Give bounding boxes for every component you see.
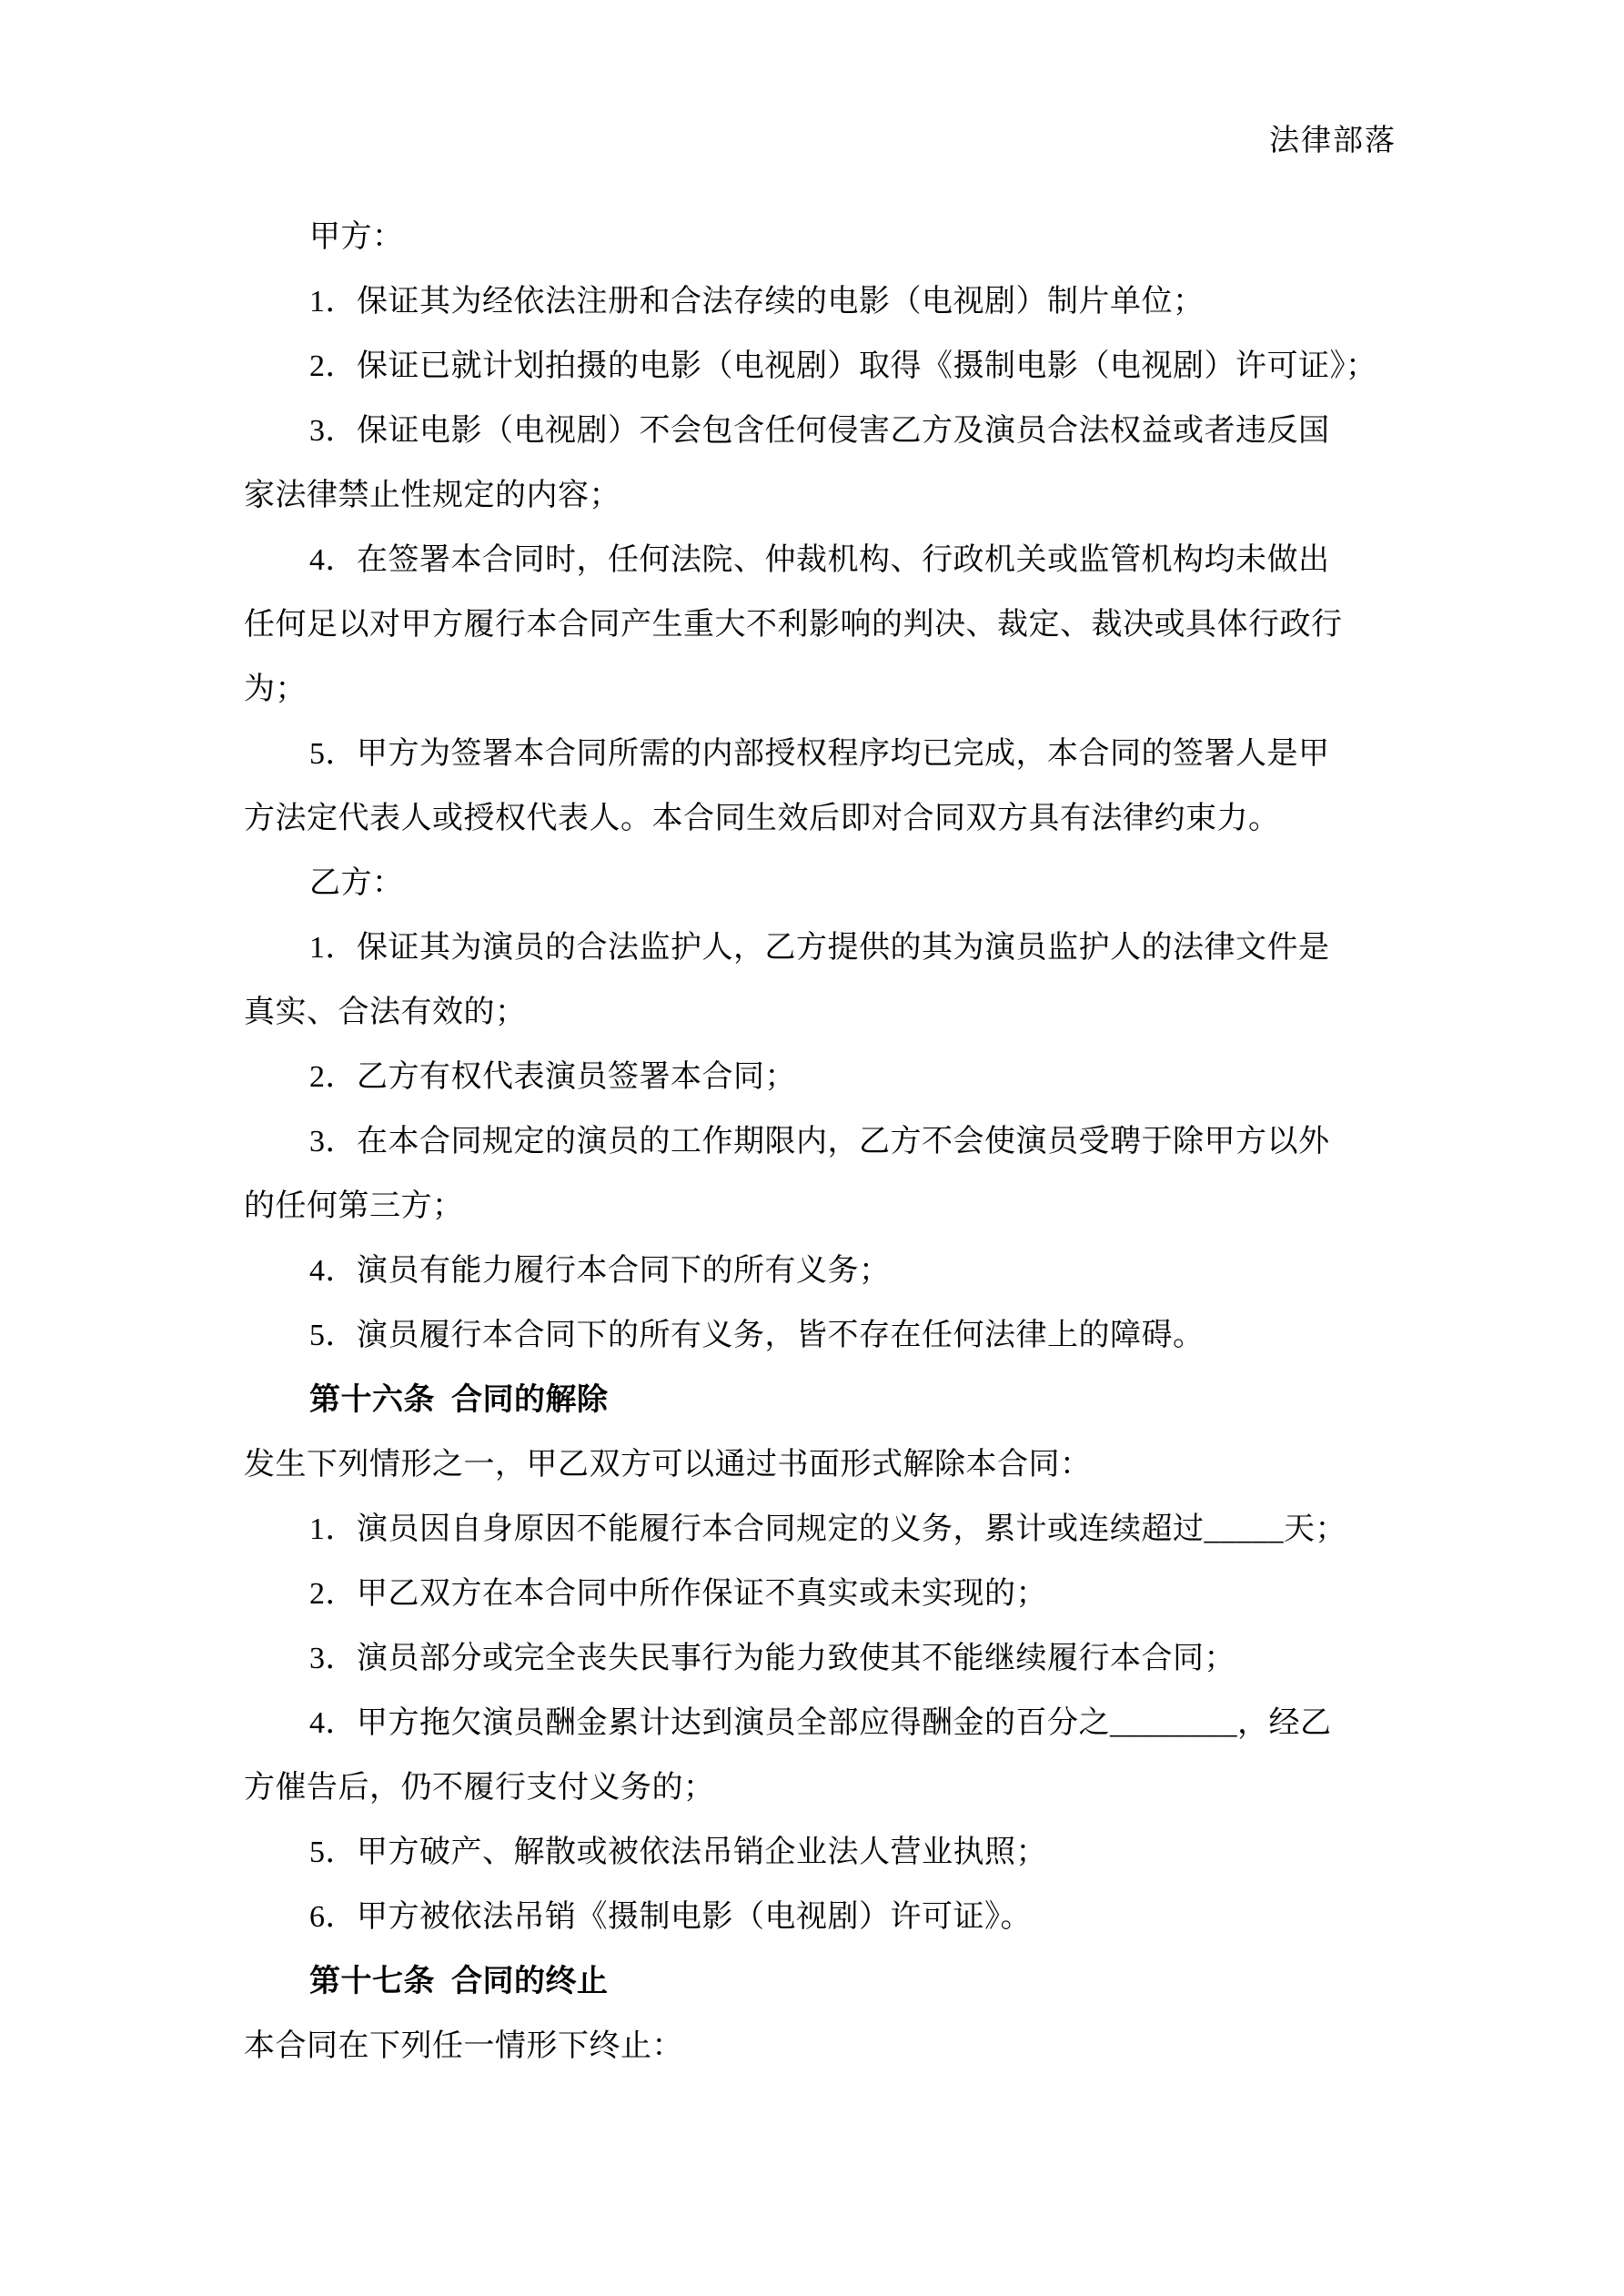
text-line: 1．演员因自身原因不能履行本合同规定的义务，累计或连续超过_____天； <box>309 1512 1347 1546</box>
text-line: 发生下列情形之一，甲乙双方可以通过书面形式解除本合同： <box>244 1448 1092 1482</box>
text-line: 方催告后，仍不履行支付义务的； <box>244 1771 715 1805</box>
text-line: 方法定代表人或授权代表人。本合同生效后即对合同双方具有法律约束力。 <box>244 802 1280 835</box>
text-line: 5．甲方为签署本合同所需的内部授权程序均已完成，本合同的签署人是甲 <box>309 737 1330 771</box>
watermark-brand: 法律部落 <box>1269 123 1397 157</box>
text-line: 5．演员履行本合同下的所有义务，皆不存在任何法律上的障碍。 <box>309 1319 1205 1352</box>
section-heading: 第十六条 合同的解除 <box>309 1383 609 1417</box>
text-line: 5．甲方破产、解散或被依法吊销企业法人营业执照； <box>309 1836 1047 1869</box>
text-line: 真实、合法有效的； <box>244 996 527 1029</box>
text-line: 乙方： <box>309 866 404 900</box>
text-line: 本合同在下列任一情形下终止： <box>244 2029 683 2063</box>
section-heading: 第十七条 合同的终止 <box>309 1965 609 1998</box>
text-line: 家法律禁止性规定的内容； <box>244 479 620 512</box>
text-line: 3．在本合同规定的演员的工作期限内，乙方不会使演员受聘于除甲方以外 <box>309 1125 1330 1158</box>
text-line: 2．保证已就计划拍摄的电影（电视剧）取得《摄制电影（电视剧）许可证》； <box>309 349 1377 383</box>
text-line: 4．演员有能力履行本合同下的所有义务； <box>309 1254 891 1288</box>
text-line: 为； <box>244 673 307 706</box>
text-line: 甲方： <box>309 220 404 254</box>
text-line: 4．在签署本合同时，任何法院、仲裁机构、行政机关或监管机构均未做出 <box>309 543 1330 577</box>
text-line: 任何足以对甲方履行本合同产生重大不利影响的判决、裁定、裁决或具体行政行 <box>244 608 1343 642</box>
text-line: 1．保证其为经依法注册和合法存续的电影（电视剧）制片单位； <box>309 285 1205 319</box>
text-line: 1．保证其为演员的合法监护人，乙方提供的其为演员监护人的法律文件是 <box>309 931 1330 965</box>
text-line: 4．甲方拖欠演员酬金累计达到演员全部应得酬金的百分之________，经乙 <box>309 1706 1332 1740</box>
text-line: 3．演员部分或完全丧失民事行为能力致使其不能继续履行本合同； <box>309 1642 1236 1675</box>
text-line: 的任何第三方； <box>244 1189 464 1223</box>
text-line: 2．乙方有权代表演员签署本合同； <box>309 1060 796 1094</box>
text-line: 3．保证电影（电视剧）不会包含任何侵害乙方及演员合法权益或者违反国 <box>309 414 1330 448</box>
document-body <box>244 205 1381 2079</box>
text-line: 2．甲乙双方在本合同中所作保证不真实或未实现的； <box>309 1577 1047 1611</box>
text-line: 6．甲方被依法吊销《摄制电影（电视剧）许可证》。 <box>309 1900 1032 1934</box>
